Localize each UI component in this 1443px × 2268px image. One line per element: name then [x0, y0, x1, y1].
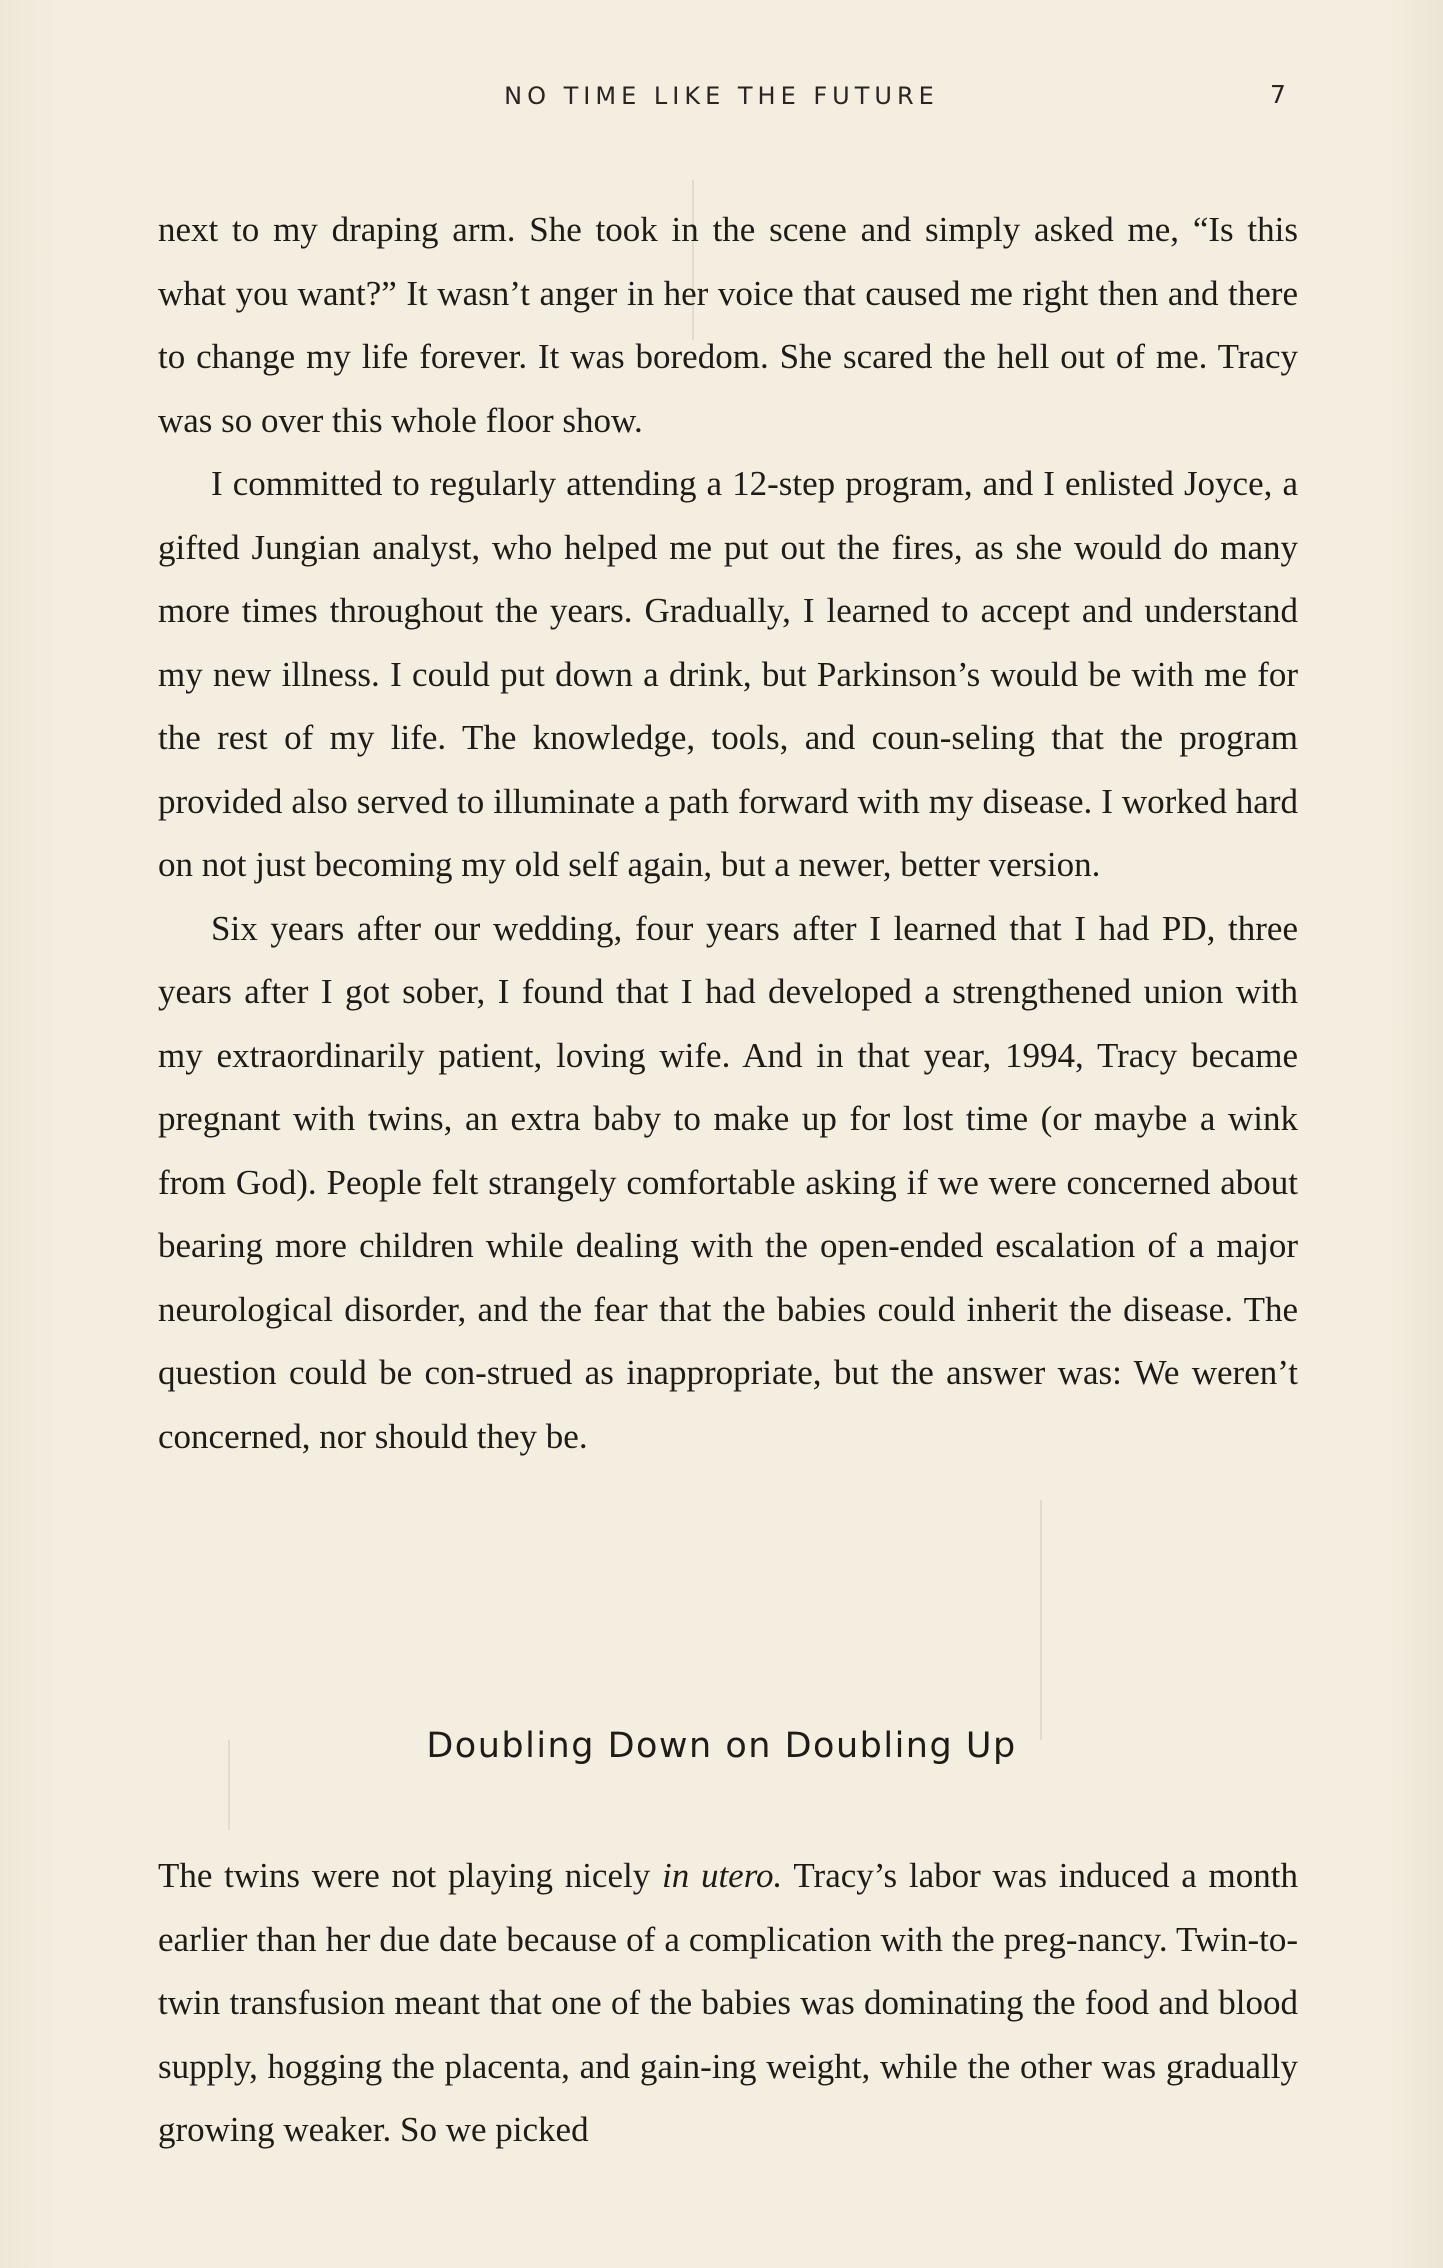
running-head-title: NO TIME LIKE THE FUTURE — [504, 82, 939, 110]
paragraph-continued: next to my draping arm. She took in the scene and simply asked me, “Is this what you want?” It wasn’t anger in her voice that caused me right then and there to change my life forever. It was boredom. She scared the hell out of me. Tracy was so over this whole floor show. — [158, 210, 1298, 440]
paragraph-text-rest: Tracy’s labor was induced a month earlier than her due date because of a complication with the preg-nancy. Twin-to-twin transfusion meant that one of the babies was dominating the food and blood supply, hogging the placenta, and gain-ing weight, while the other was gradually growing weaker. So we picked — [158, 1856, 1298, 2149]
body-text-block — [158, 198, 1298, 1468]
page-crease-mark — [1040, 1500, 1042, 1740]
section-body-text — [158, 1844, 1298, 2162]
paragraph: I committed to regularly attending a 12-step program, and I enlisted Joyce, a gifted Jungian analyst, who helped me put out the fires, as she would do many more times throughout the years. Gradually, I learned to accept and understand my new illness. I could put down a drink, but Parkinson’s would be with me for the rest of my life. The knowledge, tools, and coun-seling that the program provided also served to illuminate a path forward with my disease. I worked hard on not just becoming my old self again, but a newer, better version. — [158, 464, 1298, 884]
italic-phrase: in utero. — [661, 1856, 783, 1895]
page-number: 7 — [1270, 80, 1286, 109]
paragraph: Six years after our wedding, four years after I learned that I had PD, three years after I got sober, I found that I had developed a strengthened union with my extraordinarily patient, loving wife. And in that year, 1994, Tracy became pregnant with twins, an extra baby to make up for lost time (or maybe a wink from God). People felt strangely comfortable asking if we were concerned about bearing more children while dealing with the open-ended escalation of a major neurological disorder, and the fear that the babies could inherit the disease. The question could be con-strued as inappropriate, but the answer was: We weren’t concerned, nor should they be. — [158, 908, 1298, 1456]
paragraph-text-start: The twins were not playing nicely — [158, 1856, 662, 1895]
section-first-paragraph — [158, 1844, 1298, 2162]
section-heading: Doubling Down on Doubling Up — [426, 1726, 1017, 1766]
